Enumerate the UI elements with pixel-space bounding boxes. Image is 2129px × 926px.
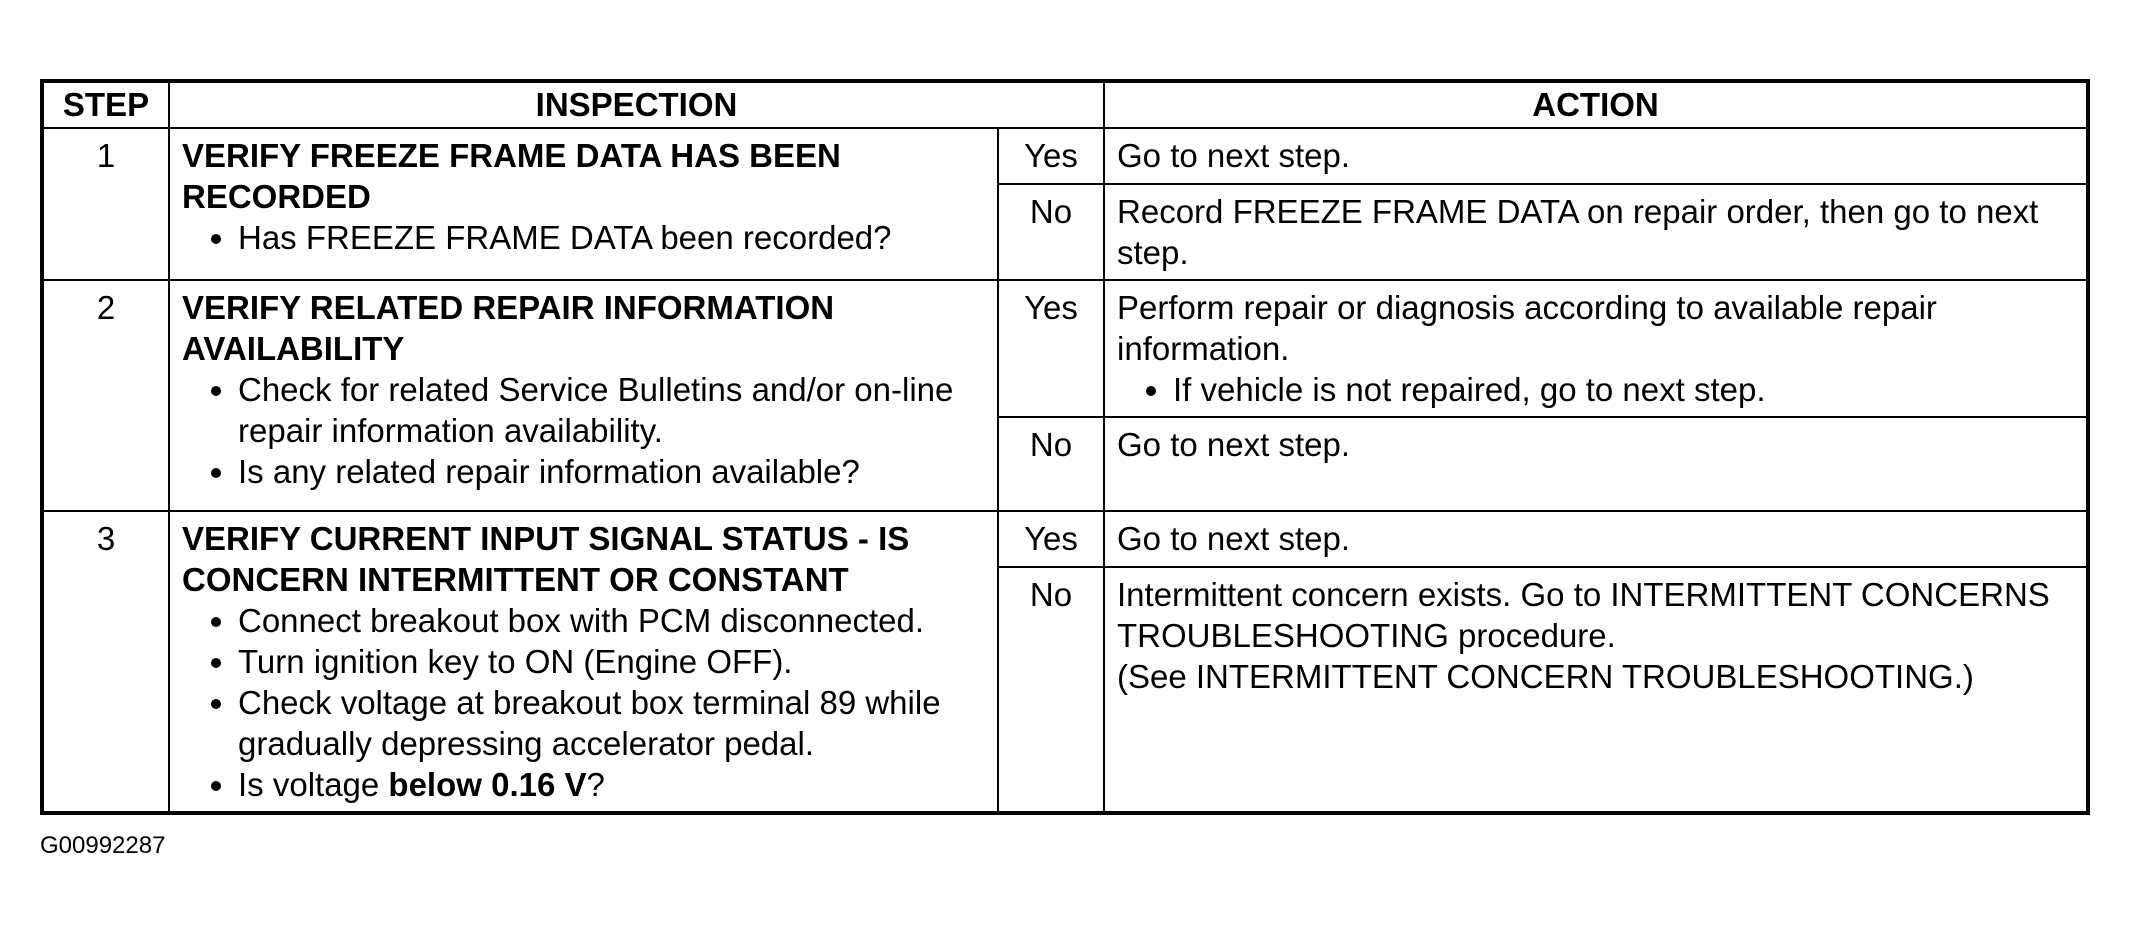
step-number: 2 bbox=[42, 280, 169, 511]
inspection-bullet: • Is any related repair information available? bbox=[238, 451, 985, 492]
diagnostic-table bbox=[40, 79, 2090, 815]
yes-label: Yes bbox=[998, 511, 1104, 567]
inspection-bullet bbox=[238, 764, 985, 805]
inspection-title: VERIFY RELATED REPAIR INFORMATION AVAILABILITY bbox=[182, 289, 835, 367]
figure-id: G00992287 bbox=[40, 832, 166, 859]
no-action-cell bbox=[1104, 567, 2088, 813]
no-label: No bbox=[998, 417, 1104, 511]
table-row bbox=[42, 280, 2088, 417]
yes-action-cell bbox=[1104, 280, 2088, 417]
bullet-text: Is voltage bbox=[238, 766, 389, 803]
inspection-bullet: • Connect breakout box with PCM disconnected. bbox=[238, 600, 985, 641]
inspection-bullets bbox=[182, 600, 985, 805]
inspection-bullets bbox=[182, 369, 985, 492]
inspection-title: VERIFY FREEZE FRAME DATA HAS BEEN RECORDED bbox=[182, 137, 841, 215]
header-inspection: INSPECTION bbox=[169, 81, 1104, 128]
inspection-bullet: • Check voltage at breakout box terminal 89 while gradually depressing accelerator pedal. bbox=[238, 682, 985, 764]
inspection-bullet: • Has FREEZE FRAME DATA been recorded? bbox=[238, 217, 985, 258]
inspection-cell bbox=[169, 128, 998, 280]
no-label: No bbox=[998, 184, 1104, 280]
yes-label: Yes bbox=[998, 128, 1104, 184]
step-number: 1 bbox=[42, 128, 169, 280]
inspection-bullet: • Turn ignition key to ON (Engine OFF). bbox=[238, 641, 985, 682]
table-row bbox=[42, 128, 2088, 184]
table-row bbox=[42, 511, 2088, 567]
inspection-title: VERIFY CURRENT INPUT SIGNAL STATUS - IS CONCERN INTERMITTENT OR CONSTANT bbox=[182, 520, 910, 598]
yes-action: Perform repair or diagnosis according to available repair information. bbox=[1117, 289, 1937, 367]
no-action: Intermittent concern exists. Go to INTERMITTENT CONCERNS TROUBLESHOOTING procedure. bbox=[1117, 576, 2050, 654]
no-action: Go to next step. bbox=[1104, 417, 2088, 511]
inspection-bullets bbox=[182, 217, 985, 258]
no-action: (See INTERMITTENT CONCERN TROUBLESHOOTING.) bbox=[1117, 658, 1974, 695]
bullet-text: ? bbox=[586, 766, 605, 803]
yes-action: Go to next step. bbox=[1104, 511, 2088, 567]
header-row bbox=[42, 81, 2088, 128]
action-bullets bbox=[1117, 369, 2074, 410]
inspection-cell bbox=[169, 280, 998, 511]
no-action: Record FREEZE FRAME DATA on repair order, then go to next step. bbox=[1104, 184, 2088, 280]
inspection-bullet: • Check for related Service Bulletins and/or on-line repair information availability. bbox=[238, 369, 985, 451]
yes-action: Go to next step. bbox=[1104, 128, 2088, 184]
no-label: No bbox=[998, 567, 1104, 813]
header-action: ACTION bbox=[1104, 81, 2088, 128]
bullet-bold-text: below 0.16 V bbox=[388, 766, 587, 803]
step-number: 3 bbox=[42, 511, 169, 813]
action-bullet: • If vehicle is not repaired, go to next step. bbox=[1173, 369, 2074, 410]
yes-label: Yes bbox=[998, 280, 1104, 417]
inspection-cell bbox=[169, 511, 998, 813]
header-step: STEP bbox=[42, 81, 169, 128]
